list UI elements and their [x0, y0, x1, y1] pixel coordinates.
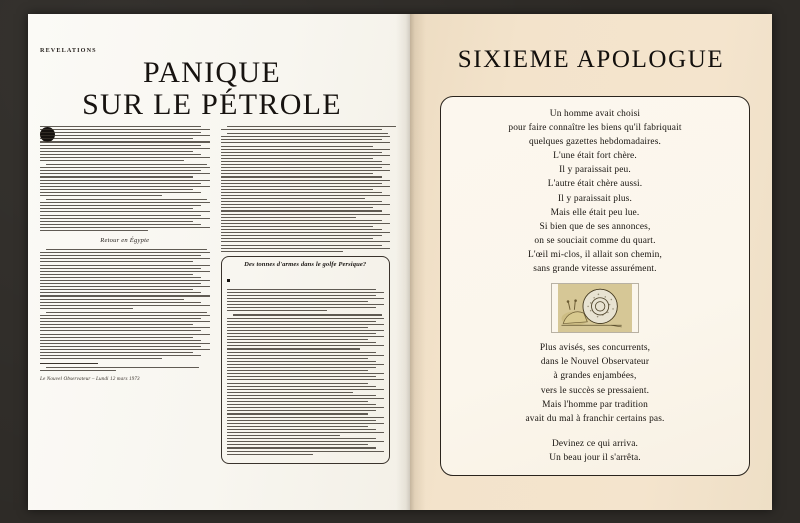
text-line [40, 352, 193, 353]
poem-line: L'autre était chère aussi. [547, 179, 643, 190]
text-line [227, 451, 385, 452]
text-line [40, 170, 201, 171]
text-line [227, 379, 385, 380]
text-line [227, 404, 377, 405]
text-line [221, 155, 391, 156]
paragraph [40, 164, 210, 196]
text-line [227, 423, 385, 424]
text-line [221, 214, 391, 215]
text-line [40, 195, 162, 196]
text-line [40, 221, 193, 222]
text-line [227, 441, 385, 442]
text-line [40, 355, 201, 356]
text-line [221, 180, 391, 181]
text-line [40, 126, 201, 127]
text-line [40, 334, 210, 335]
text-line [227, 342, 377, 343]
headline-line-2: SUR LE PÉTROLE [82, 87, 342, 121]
text-line [46, 249, 207, 250]
snail-illustration [551, 283, 639, 333]
text-line [40, 148, 210, 149]
text-line [227, 401, 369, 402]
apologue-title: SIXIEME APOLOGUE [457, 46, 725, 73]
text-line [227, 298, 385, 299]
text-line [40, 327, 210, 328]
text-line [46, 312, 207, 313]
text-line [40, 192, 201, 193]
text-line [221, 161, 382, 162]
text-line [221, 201, 382, 202]
text-line [40, 289, 193, 290]
text-line [221, 195, 391, 196]
text-line [227, 321, 377, 322]
poem-line: L'œil mi-clos, il allait son chemin, [528, 249, 662, 260]
text-line [227, 386, 377, 387]
text-line [40, 154, 201, 155]
text-line [40, 261, 193, 262]
text-line [227, 438, 377, 439]
text-line [40, 211, 210, 212]
poem-stanza-3 [549, 437, 641, 465]
text-line [40, 286, 210, 287]
paragraph [40, 199, 210, 231]
paragraph [227, 314, 385, 454]
text-line [40, 129, 210, 130]
text-line [40, 308, 133, 309]
text-line [40, 205, 201, 206]
text-line [221, 189, 374, 190]
text-line [227, 301, 369, 302]
text-line [227, 358, 369, 359]
publication-credit: Le Nouvel Observateur – Lundi 12 mars 1973 [40, 376, 140, 383]
section-kicker: REVELATIONS [40, 47, 97, 54]
text-line [40, 173, 210, 174]
text-line [40, 186, 210, 187]
text-line [40, 340, 201, 341]
poem-line: Un homme avait choisi [549, 109, 641, 119]
text-line [221, 136, 391, 137]
text-line [40, 135, 210, 136]
paragraph [40, 312, 210, 359]
text-line [40, 277, 201, 278]
text-line [221, 158, 374, 159]
text-line [221, 186, 391, 187]
poem-panel [440, 96, 750, 476]
paragraph [221, 126, 391, 130]
text-line [227, 333, 377, 334]
text-line [40, 343, 210, 344]
text-line [227, 361, 377, 362]
text-line [221, 238, 374, 239]
text-line [227, 454, 314, 455]
text-line [40, 324, 193, 325]
text-line [40, 315, 210, 316]
text-line [221, 183, 382, 184]
text-line [40, 295, 210, 296]
text-line [227, 447, 377, 448]
poem-line: Si bien que de ses annonces, [539, 221, 651, 232]
text-line [227, 364, 385, 365]
text-line [227, 367, 377, 368]
text-line [46, 164, 207, 165]
poem-stanza-1 [508, 107, 681, 276]
poem-line: L'une était fort chère. [553, 151, 637, 162]
poem-line: avait du mal à franchir certains pas. [525, 413, 665, 424]
text-line [221, 241, 391, 242]
text-line [227, 133, 388, 134]
poem-line: Mais elle était peu lue. [550, 207, 640, 218]
text-line [40, 280, 210, 281]
text-line [221, 251, 343, 252]
text-line [40, 157, 210, 158]
poem-line: Un beau jour il s'arrêta. [549, 452, 641, 463]
text-line [40, 258, 210, 259]
text-line [221, 248, 391, 249]
poem-line: quelques gazettes hebdomadaires. [528, 137, 662, 148]
text-line [227, 345, 385, 346]
text-line [227, 395, 377, 396]
text-line [40, 151, 193, 152]
poem-line: à grandes enjambées, [553, 371, 637, 382]
text-line [40, 145, 201, 146]
text-line [227, 126, 397, 127]
text-line [227, 352, 377, 353]
poem-stanza-2 [525, 341, 664, 426]
text-line [40, 274, 193, 275]
text-line [40, 299, 184, 300]
text-line [40, 265, 210, 266]
text-line [227, 383, 369, 384]
text-line [221, 139, 382, 140]
poem-line: dans le Nouvel Observateur [540, 357, 650, 368]
text-line [40, 183, 201, 184]
text-line [227, 330, 385, 331]
text-line [40, 283, 201, 284]
text-line [227, 398, 385, 399]
text-line [40, 255, 201, 256]
text-line [227, 373, 385, 374]
text-line [227, 295, 377, 296]
text-line [40, 224, 201, 225]
text-line [227, 348, 361, 349]
text-line [227, 392, 353, 393]
poem-line: Il y paraissait plus. [558, 193, 632, 204]
text-line [221, 226, 374, 227]
text-line [227, 376, 377, 377]
poem-line: pour faire connaître les biens qu'il fabriquait [508, 123, 682, 134]
text-line [40, 176, 193, 177]
text-line [46, 199, 207, 200]
paragraph [221, 133, 391, 252]
text-line [227, 389, 385, 390]
text-line [40, 218, 210, 219]
left-page [28, 14, 410, 510]
text-line [40, 189, 193, 190]
text-line [221, 129, 382, 130]
text-line [40, 358, 162, 359]
text-line [221, 146, 374, 147]
poem-line: Il y paraissait peu. [559, 165, 631, 176]
paragraph [227, 271, 385, 312]
magazine-spread [28, 14, 772, 510]
text-line [221, 152, 382, 153]
text-line [233, 314, 383, 315]
text-line [227, 410, 377, 411]
text-line [221, 149, 391, 150]
text-line [40, 141, 210, 142]
text-line [227, 324, 385, 325]
text-line [40, 292, 201, 293]
text-line [227, 432, 385, 433]
text-line [40, 349, 210, 350]
text-line [40, 208, 193, 209]
text-line [40, 138, 193, 139]
poem-line: Devinez ce qui arriva. [551, 438, 639, 449]
text-line [221, 229, 382, 230]
text-line [40, 215, 201, 216]
footnote-rule [40, 363, 98, 364]
text-line [221, 204, 391, 205]
text-line [40, 227, 210, 228]
text-line [227, 420, 377, 421]
text-line [40, 330, 201, 331]
text-line [221, 232, 391, 233]
text-line [40, 167, 210, 168]
text-line [227, 310, 328, 311]
right-page [410, 14, 772, 510]
text-line [227, 426, 369, 427]
text-line [40, 230, 148, 231]
text-line [40, 252, 210, 253]
paragraph [40, 249, 210, 309]
text-line [227, 292, 385, 293]
poem-line: Mais l'homme par tradition [542, 399, 648, 410]
text-line [40, 271, 210, 272]
poem-line: Plus avisés, ses concurrents, [539, 343, 651, 354]
text-line [46, 367, 199, 368]
text-line [227, 429, 377, 430]
text-line [40, 305, 210, 306]
text-line [221, 235, 382, 236]
paragraph [40, 126, 210, 161]
text-line [221, 173, 374, 174]
text-line [40, 370, 116, 371]
text-line [227, 327, 369, 328]
text-line [221, 210, 382, 211]
sidebar-box [221, 256, 391, 464]
paragraph [40, 367, 210, 371]
text-line [221, 217, 357, 218]
text-line [227, 339, 369, 340]
poem-line: sans grande vitesse assurément. [533, 264, 657, 275]
article-column-right [221, 126, 391, 496]
text-line [227, 336, 385, 337]
text-line [40, 321, 210, 322]
article-subheading: Retour en Égypte [100, 237, 150, 245]
text-line [221, 142, 391, 143]
text-line [227, 417, 385, 418]
text-line [227, 444, 369, 445]
text-line [227, 407, 385, 408]
text-line [221, 192, 382, 193]
text-line [227, 318, 385, 319]
text-line [40, 268, 201, 269]
text-line [227, 370, 369, 371]
text-line [221, 164, 391, 165]
text-line [40, 346, 201, 347]
text-line [227, 307, 377, 308]
text-line [227, 304, 385, 305]
article-columns [40, 126, 390, 496]
text-line [227, 289, 377, 290]
square-bullet-icon [227, 279, 230, 282]
sidebar-box-title: Des tonnes d'armes dans le golfe Persique? [244, 260, 367, 268]
text-line [221, 245, 382, 246]
text-line [40, 160, 184, 161]
text-line [221, 223, 391, 224]
text-line [221, 220, 382, 221]
text-line [40, 318, 201, 319]
text-line [40, 302, 201, 303]
text-line [221, 176, 382, 177]
text-line [227, 435, 340, 436]
text-line [221, 167, 382, 168]
text-line [227, 413, 369, 414]
text-line [40, 180, 210, 181]
page-title [28, 58, 396, 120]
article-column-left [40, 126, 210, 496]
poem-line: vers le succès se pressaient. [540, 385, 650, 396]
text-line [40, 202, 210, 203]
text-line [40, 337, 193, 338]
text-line [40, 132, 201, 133]
text-line [221, 170, 391, 171]
text-line [221, 207, 374, 208]
headline-line-1: PANIQUE [142, 56, 281, 89]
poem-line: on se souciait comme du quart. [534, 235, 656, 246]
text-line [227, 355, 385, 356]
text-line [221, 198, 365, 199]
